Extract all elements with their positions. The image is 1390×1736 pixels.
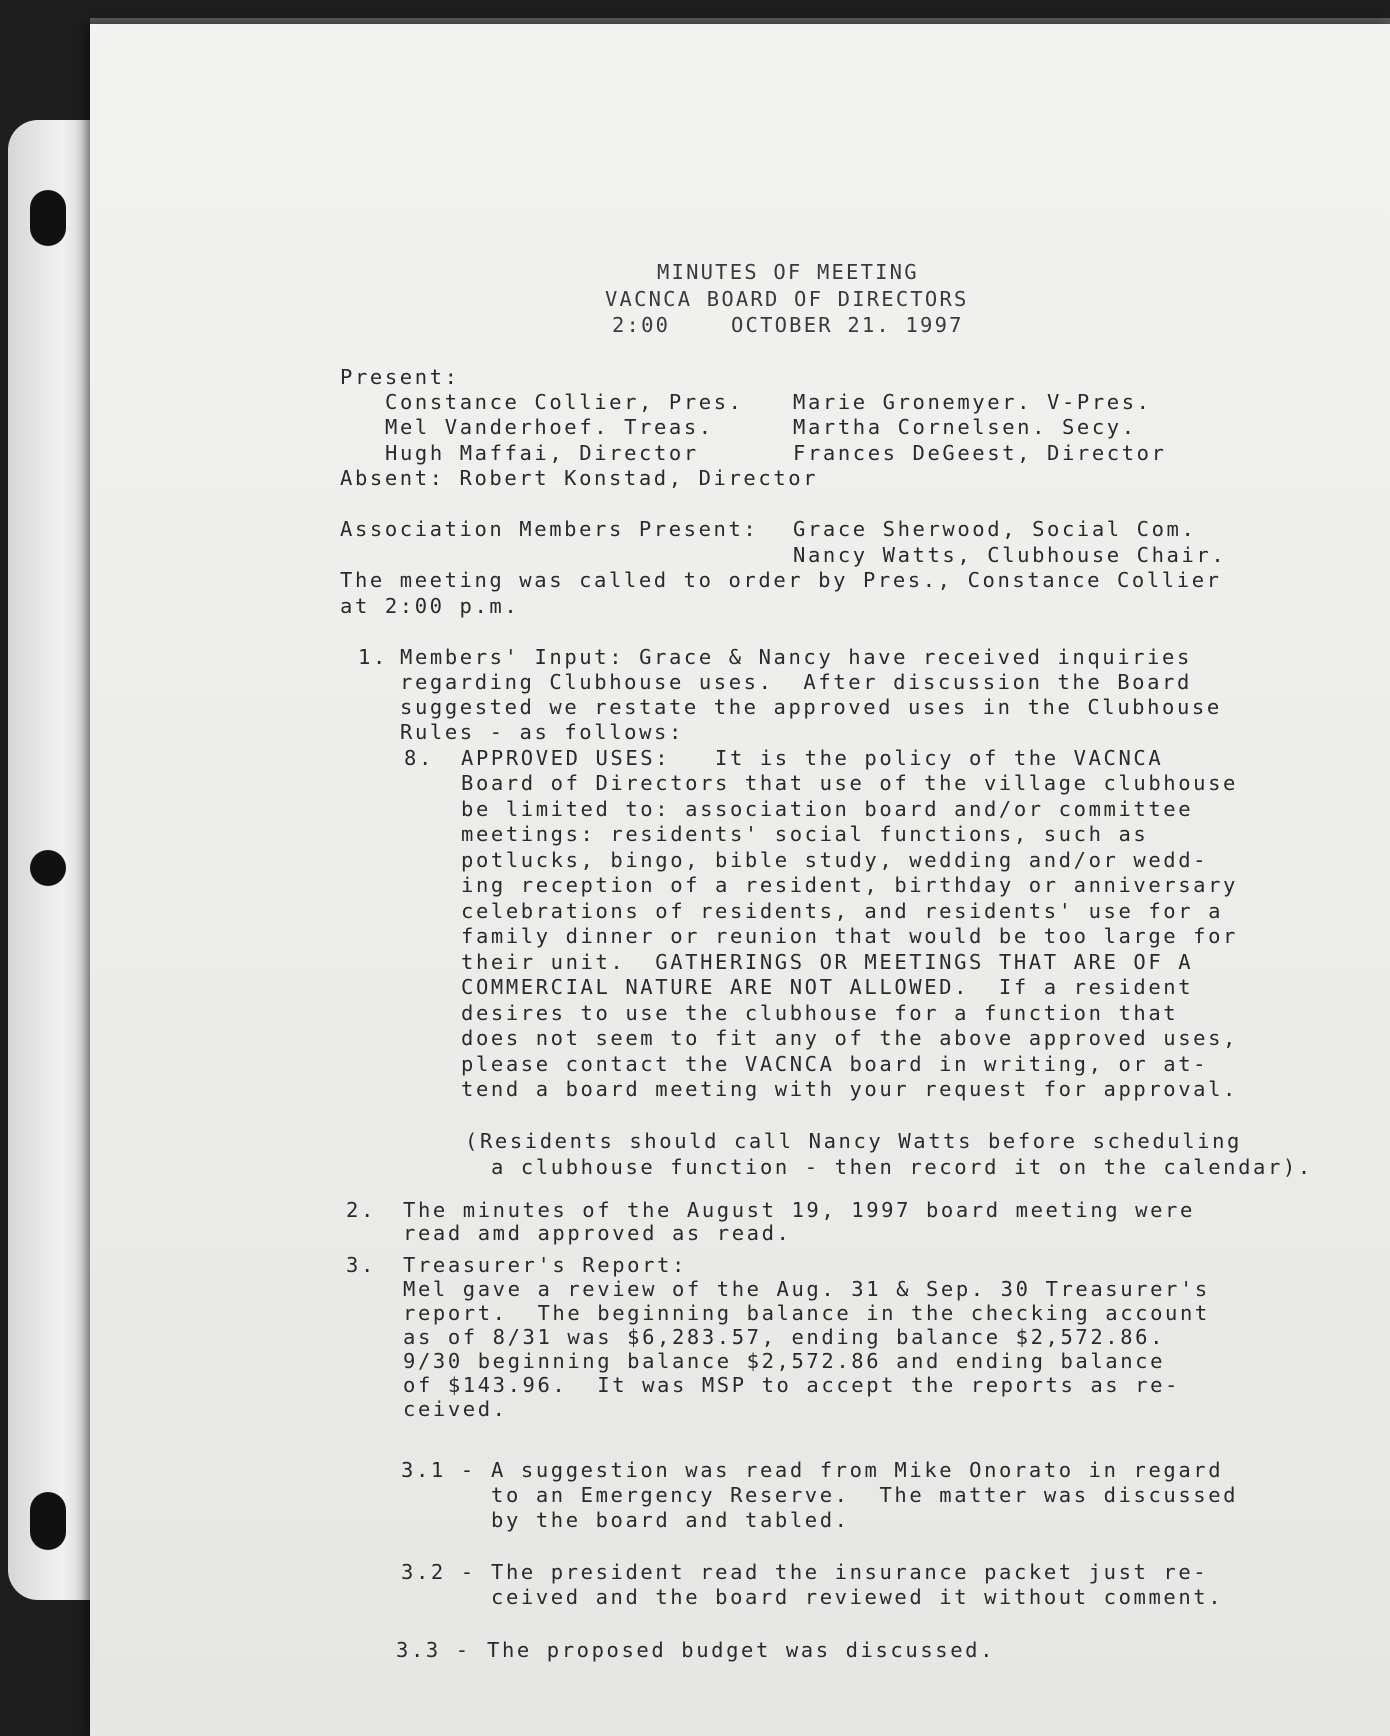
item-line: suggested we restate the approved uses in the Clubhouse (400, 695, 1222, 719)
sub-item-line: A suggestion was read from Mike Onorato in regard (491, 1458, 1224, 1482)
policy-line: desires to use the clubhouse for a function that (461, 1001, 1179, 1025)
item-line: Rules - as follows: (400, 720, 684, 744)
policy-line: please contact the VACNCA board in writing, or at- (461, 1052, 1209, 1076)
sub-item-line: to an Emergency Reserve. The matter was discussed (491, 1483, 1239, 1507)
header-title: MINUTES OF MEETING (657, 260, 919, 284)
sub-item-line: by the board and tabled. (491, 1508, 850, 1532)
member-name: Frances DeGeest, Director (793, 441, 1167, 465)
policy-line: meetings: residents' social functions, such as (461, 822, 1149, 846)
policy-line: APPROVED USES: It is the policy of the VACNCA (461, 746, 1164, 770)
absent-line: Absent: Robert Konstad, Director (340, 466, 819, 490)
assoc-member: Nancy Watts, Clubhouse Chair. (793, 543, 1227, 567)
item-number: 1. (358, 645, 388, 669)
member-name: Mel Vanderhoef. Treas. (385, 415, 714, 439)
present-label: Present: (340, 365, 460, 389)
header-time: 2:00 (612, 313, 671, 337)
item-line: Members' Input: Grace & Nancy have received inquiries (400, 645, 1192, 669)
item-line: Treasurer's Report: (403, 1253, 687, 1277)
item-line: The minutes of the August 19, 1997 board meeting were (403, 1198, 1195, 1222)
sub-item-line: The president read the insurance packet just re- (491, 1560, 1209, 1584)
member-name: Martha Cornelsen. Secy. (793, 415, 1137, 439)
sub-item-label: 3.3 - (396, 1638, 471, 1662)
item-line: ceived. (403, 1397, 508, 1421)
header-date: OCTOBER 21. 1997 (731, 313, 964, 337)
sub-item-label: 8. (404, 746, 434, 770)
assoc-members-label: Association Members Present: (340, 517, 759, 541)
member-name: Hugh Maffai, Director (385, 441, 699, 465)
item-line: 9/30 beginning balance $2,572.86 and ending balance (403, 1349, 1166, 1373)
item-number: 2. (346, 1198, 376, 1222)
item-line: Mel gave a review of the Aug. 31 & Sep. 30 Treasurer's (403, 1277, 1210, 1301)
item-line: regarding Clubhouse uses. After discussion the Board (400, 670, 1192, 694)
sub-item-label: 3.1 - (401, 1458, 476, 1482)
item-number: 3. (346, 1253, 376, 1277)
policy-line: Board of Directors that use of the village clubhouse (461, 771, 1238, 795)
member-name: Constance Collier, Pres. (385, 390, 744, 414)
sub-item-label: 3.2 - (401, 1560, 476, 1584)
call-to-order-line: at 2:00 p.m. (340, 594, 520, 618)
binder-hole-bottom (30, 1492, 66, 1550)
assoc-member: Grace Sherwood, Social Com. (793, 517, 1197, 541)
member-name: Marie Gronemyer. V-Pres. (793, 390, 1152, 414)
policy-line: does not seem to fit any of the above approved uses, (461, 1026, 1238, 1050)
item-line: report. The beginning balance in the checking account (403, 1301, 1210, 1325)
policy-line: be limited to: association board and/or committee (461, 797, 1194, 821)
scheduling-note: (Residents should call Nancy Watts before scheduling (465, 1129, 1242, 1153)
header-board: VACNCA BOARD OF DIRECTORS (605, 287, 969, 311)
policy-line: tend a board meeting with your request for approval. (461, 1077, 1238, 1101)
policy-line: COMMERCIAL NATURE ARE NOT ALLOWED. If a resident (461, 975, 1194, 999)
policy-line: ing reception of a resident, birthday or anniversary (461, 873, 1238, 897)
policy-line: celebrations of residents, and residents' use for a (461, 899, 1224, 923)
policy-line: their unit. GATHERINGS OR MEETINGS THAT ARE OF A (461, 950, 1194, 974)
binder-hole-top (30, 190, 66, 246)
call-to-order-line: The meeting was called to order by Pres., Constance Collier (340, 568, 1222, 592)
item-line: of $143.96. It was MSP to accept the reports as re- (403, 1373, 1180, 1397)
policy-line: family dinner or reunion that would be too large for (461, 924, 1238, 948)
policy-line: potlucks, bingo, bible study, wedding and/or wedd- (461, 848, 1209, 872)
item-line: read amd approved as read. (403, 1221, 792, 1245)
sub-item-line: ceived and the board reviewed it without comment. (491, 1585, 1224, 1609)
sub-item-line: The proposed budget was discussed. (487, 1638, 996, 1662)
scheduling-note: a clubhouse function - then record it on the calendar). (491, 1155, 1313, 1179)
binder-hole-middle (30, 850, 66, 886)
item-line: as of 8/31 was $6,283.57, ending balance $2,572.86. (403, 1325, 1166, 1349)
